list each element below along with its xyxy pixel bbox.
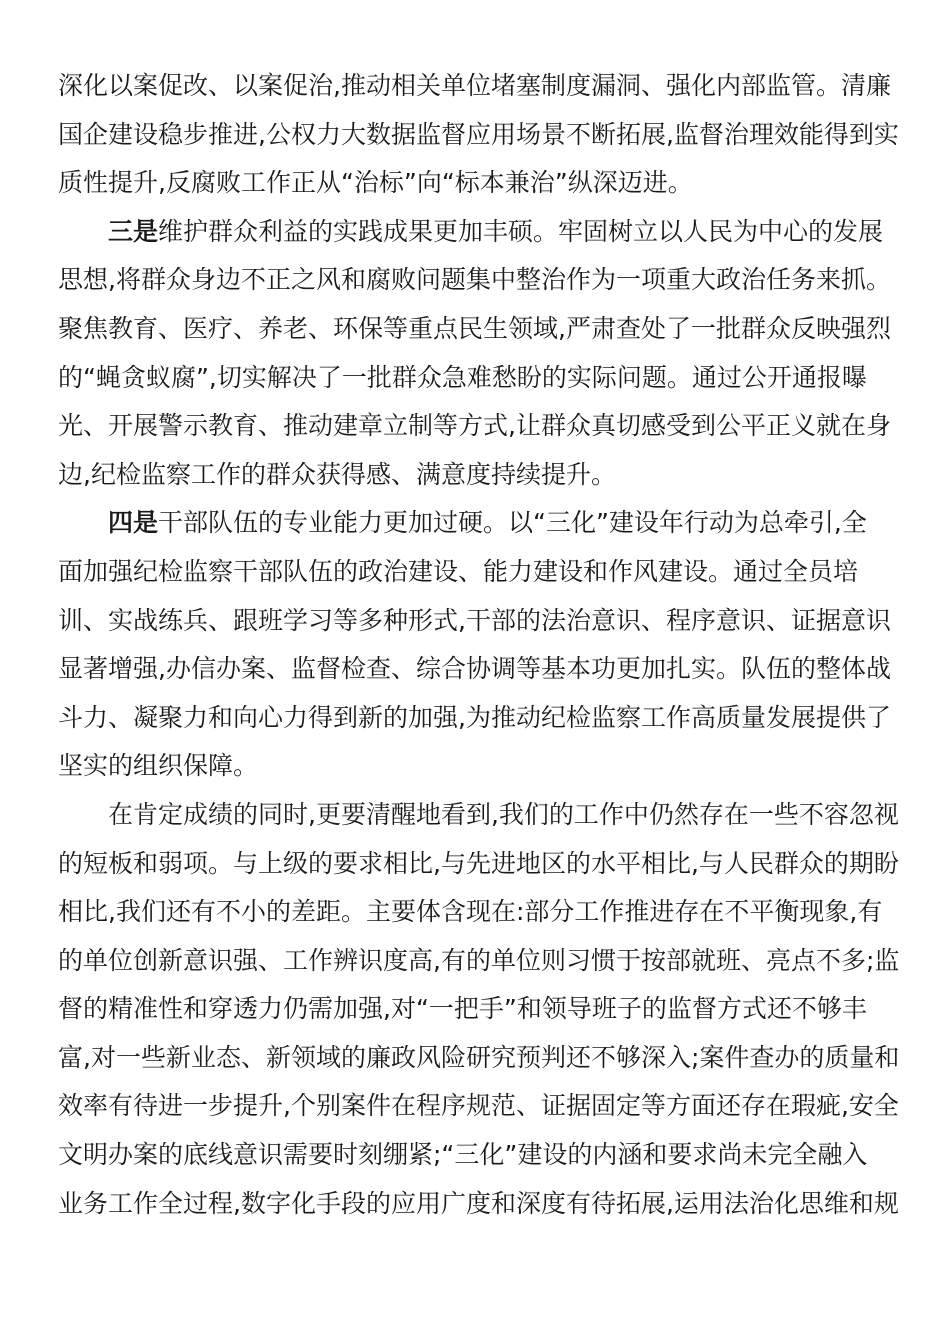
text-line: 质性提升,反腐败工作正从“治标”向“标本兼治”纵深迈进。: [58, 168, 693, 198]
text-line: 的“蝇贪蚁腐”,切实解决了一批群众急难愁盼的实际问题。通过公开通报曝: [58, 362, 867, 392]
text-line: 面加强纪检监察干部队伍的政治建设、能力建设和作风建设。通过全员培: [58, 556, 859, 586]
text-line: 国企建设稳步推进,公权力大数据监督应用场景不断拓展,监督治理效能得到实: [58, 119, 899, 149]
text-line: 效率有待进一步提升,个别案件在程序规范、证据固定等方面还存在瑕疵,安全: [58, 1091, 899, 1121]
text-line-rest: 维护群众利益的实践成果更加丰硕。牢固树立以人民为中心的发展: [158, 216, 884, 246]
text-line: 深化以案促改、以案促治,推动相关单位堵塞制度漏洞、强化内部监管。清廉: [58, 71, 891, 100]
paragraph-lead: 四是: [108, 508, 159, 538]
text-line: 训、实战练兵、跟班学习等多种形式,干部的法治意识、程序意识、证据意识: [58, 605, 891, 635]
text-line-rest: 干部队伍的专业能力更加过硬。以“三化”建设年行动为总牵引,全: [158, 508, 867, 538]
text-line: 的短板和弱项。与上级的要求相比,与先进地区的水平相比,与人民群众的期盼: [58, 848, 899, 878]
paragraph-1: [58, 62, 899, 208]
paragraph-2: [58, 208, 892, 500]
text-line: 督的精准性和穿透力仍需加强,对“一把手”和领导班子的监督方式还不够丰: [58, 994, 867, 1024]
text-line: 显著增强,办信办案、监督检查、综合协调等基本功更加扎实。队伍的整体战: [58, 654, 891, 684]
paragraph-lead: 三是: [108, 216, 159, 246]
text-line: 业务工作全过程,数字化手段的应用广度和深度有待拓展,运用法治化思维和规: [58, 1188, 899, 1218]
text-line: 斗力、凝聚力和向心力得到新的加强,为推动纪检监察工作高质量发展提供了: [58, 702, 891, 732]
paragraph-3: [58, 499, 892, 791]
text-line-first: [58, 208, 892, 257]
text-line: 聚焦教育、医疗、养老、环保等重点民生领域,严肃查处了一批群众反映强烈: [58, 313, 891, 343]
text-line: 相比,我们还有不小的差距。主要体含现在:部分工作推进存在不平衡现象,有: [58, 897, 883, 927]
paragraph-4: [58, 791, 900, 1228]
text-line: 文明办案的底线意识需要时刻绷紧;“三化”建设的内涵和要求尚未完全融入: [58, 1140, 868, 1170]
document-page: [58, 62, 900, 1228]
text-line-first: 在肯定成绩的同时,更要清醒地看到,我们的工作中仍然存在一些不容忽视: [108, 799, 899, 829]
text-line: 坚实的组织保障。: [58, 751, 259, 781]
text-line: 边,纪检监察工作的群众获得感、满意度持续提升。: [58, 459, 616, 489]
text-line: 富,对一些新业态、新领域的廉政风险研究预判还不够深入;案件查办的质量和: [58, 1042, 900, 1072]
text-line-first: [58, 499, 892, 548]
text-line: 的单位创新意识强、工作辨识度高,有的单位则习惯于按部就班、亮点不多;监: [58, 945, 900, 975]
text-line: 思想,将群众身边不正之风和腐败问题集中整治作为一项重大政治任务来抓。: [58, 265, 891, 295]
text-line: 光、开展警示教育、推动建章立制等方式,让群众真切感受到公平正义就在身: [58, 411, 891, 441]
